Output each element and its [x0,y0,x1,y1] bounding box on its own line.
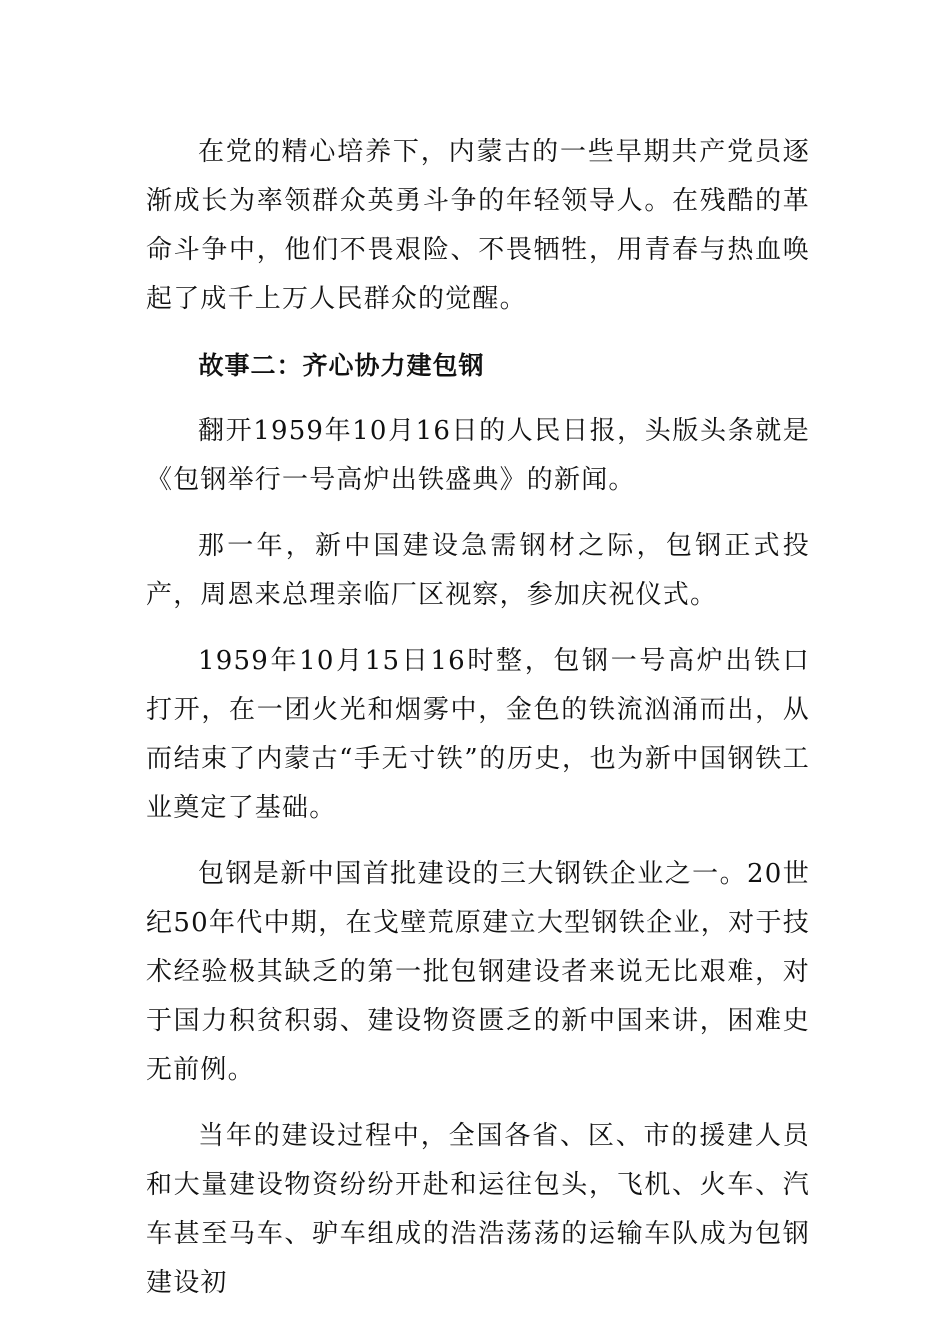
paragraph-peoples-daily: 翻开1959年10月16日的人民日报，头版头条就是《包钢举行一号高炉出铁盛典》的新闻。 [146,416,810,495]
paragraph-three-steel-enterprises: 包钢是新中国首批建设的三大钢铁企业之一。20世纪50年代中期，在戈壁荒原建立大型钢铁企业，对于技术经验极其缺乏的第一批包钢建设者来说无比艰难，对于国力积贫积弱、建设物资匮乏的新中国来讲，困难史无前例。 [146,859,810,1085]
document-page [146,128,810,1325]
paragraph-production-start: 那一年，新中国建设急需钢材之际，包钢正式投产，周恩来总理亲临厂区视察，参加庆祝仪式。 [146,531,810,610]
paragraph-first-iron: 1959年10月15日16时整，包钢一号高炉出铁口打开，在一团火光和烟雾中，金色的铁流汹涌而出，从而结束了内蒙古“手无寸铁”的历史，也为新中国钢铁工业奠定了基础。 [146,646,810,823]
paragraph-construction-support: 当年的建设过程中，全国各省、区、市的援建人员和大量建设物资纷纷开赴和运往包头，飞机、火车、汽车甚至马车、驴车组成的浩浩荡荡的运输车队成为包钢建设初 [146,1121,810,1298]
section-heading-story-two: 故事二：齐心协力建包钢 [198,351,485,380]
paragraph-party-leaders: 在党的精心培养下，内蒙古的一些早期共产党员逐渐成长为率领群众英勇斗争的年轻领导人。在残酷的革命斗争中，他们不畏艰险、不畏牺牲，用青春与热血唤起了成千上万人民群众的觉醒。 [146,137,810,314]
